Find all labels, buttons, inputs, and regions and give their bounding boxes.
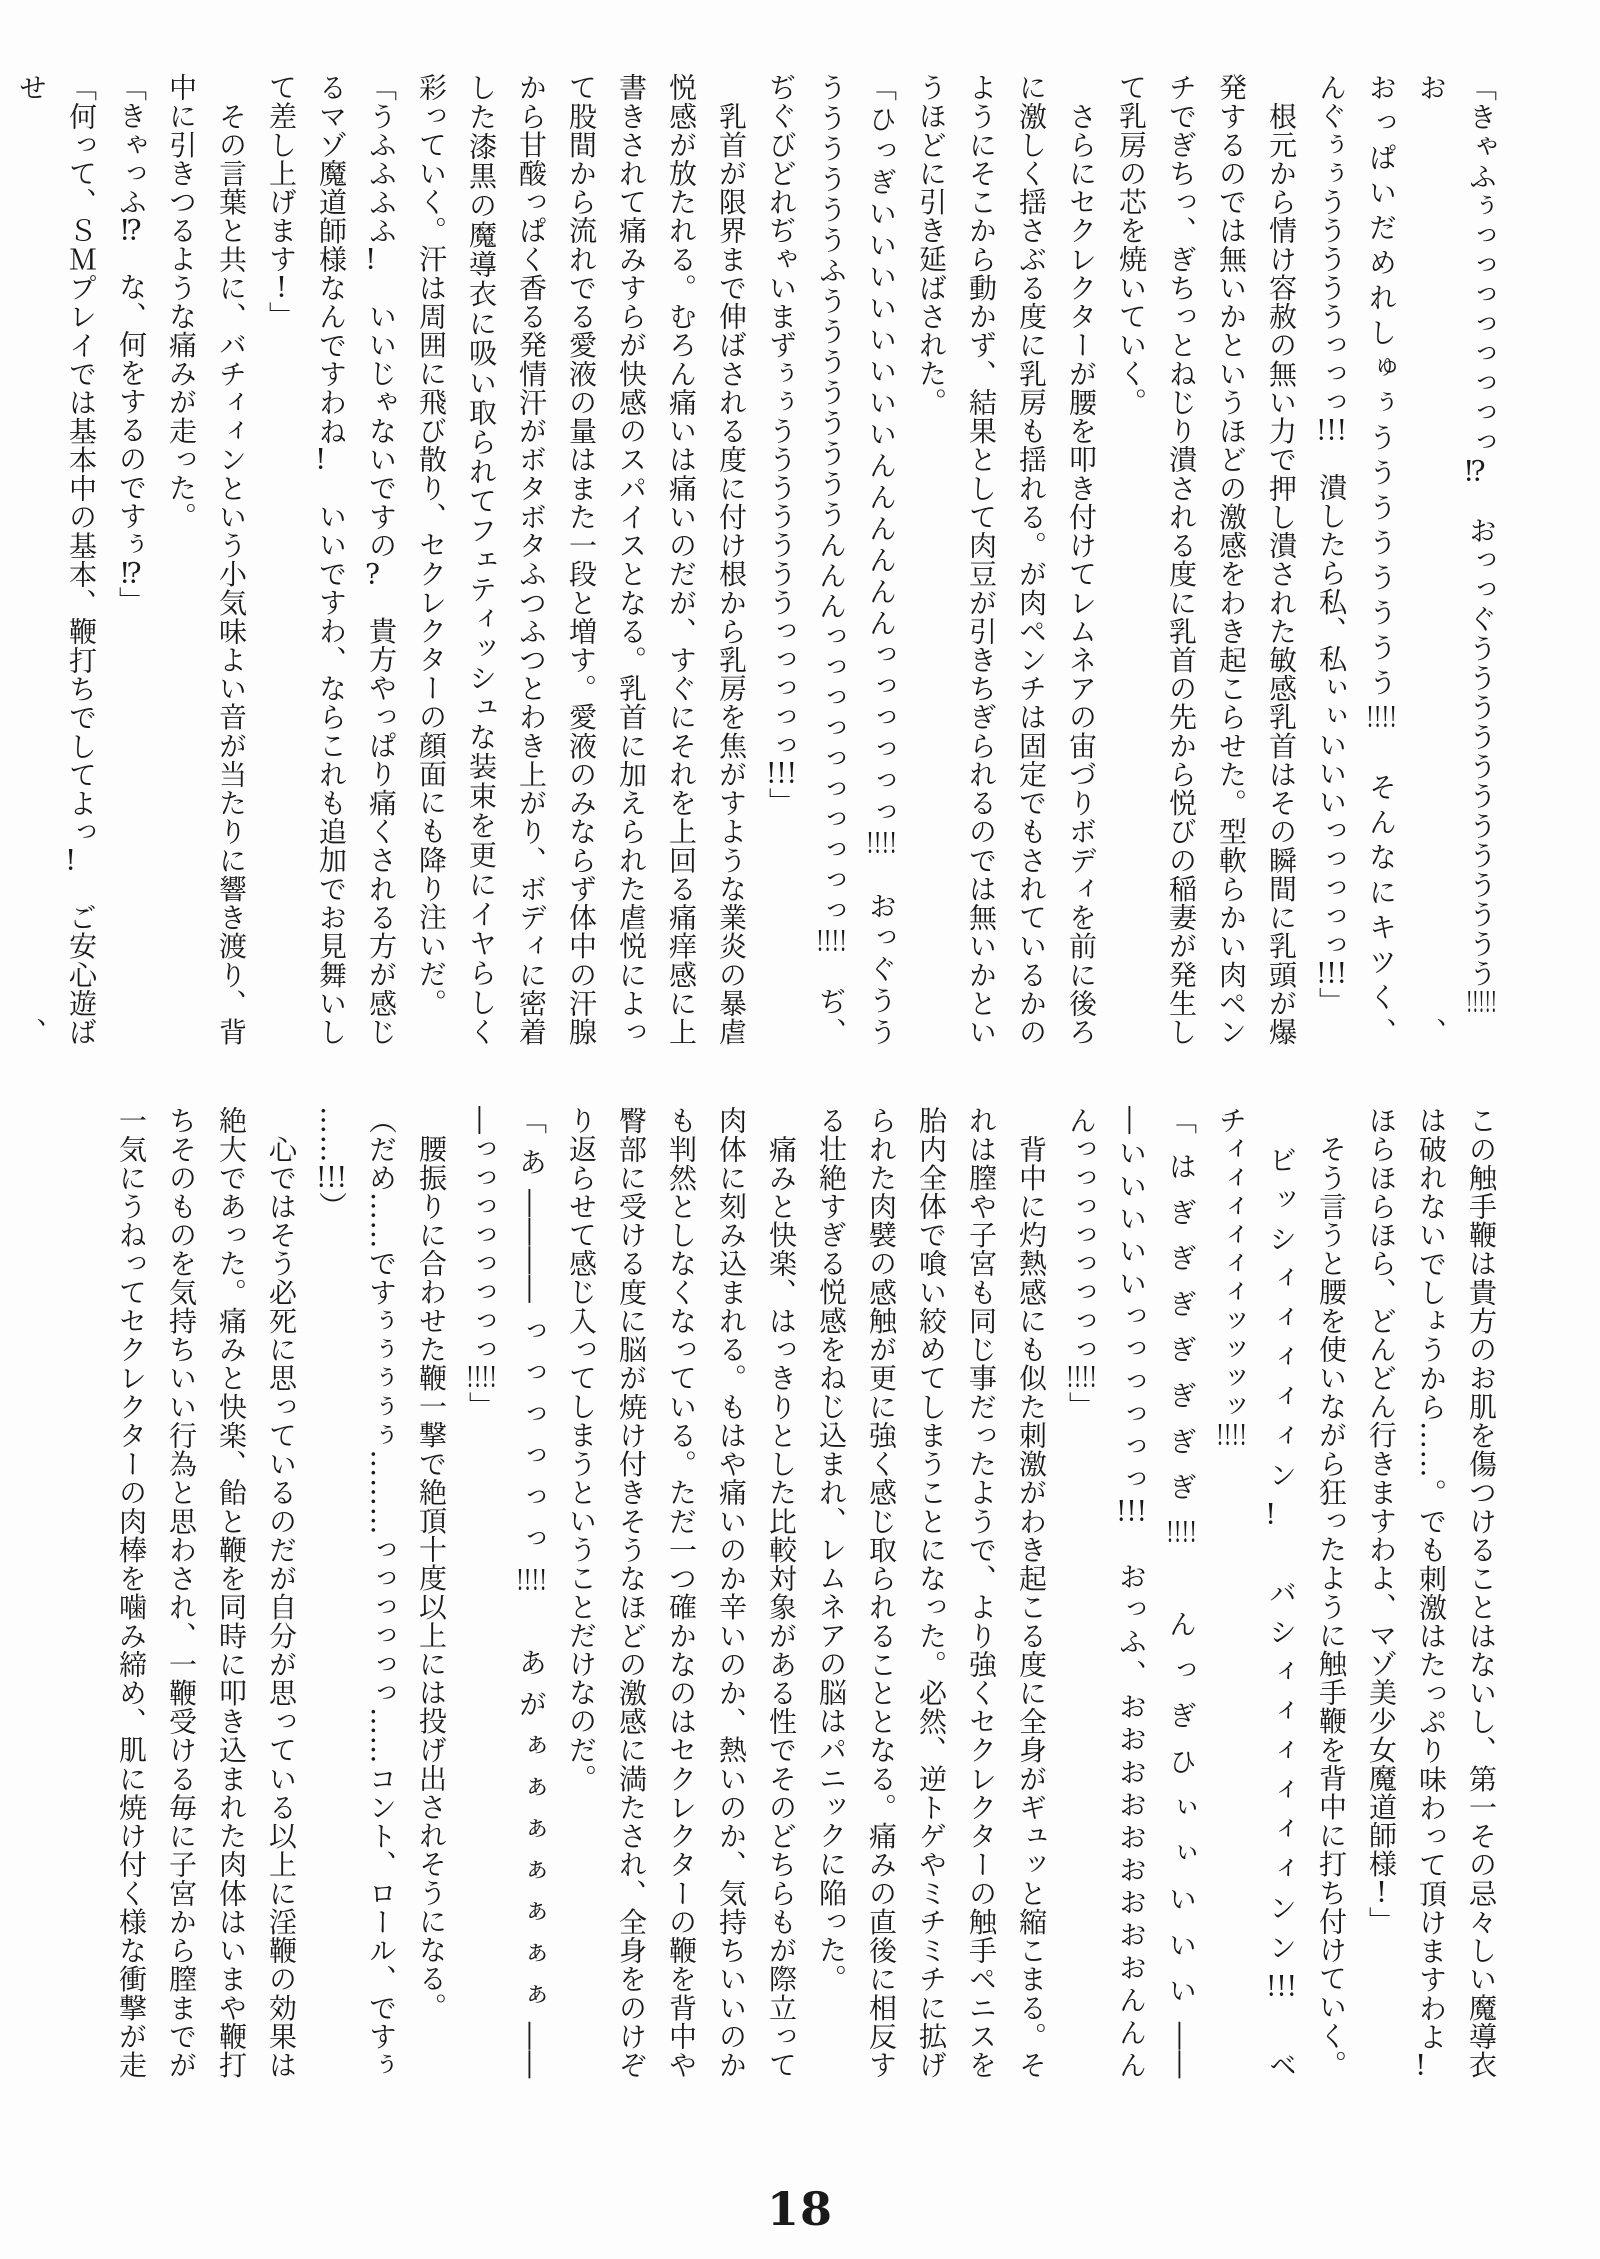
emphasis-marks: ⁉ [120,558,143,587]
text-column: ―っっっっっっっっ!!!!」 [465,1106,498,1421]
emphasis-marks: !!! [1116,1497,1147,1526]
emphasis-marks: !!!! [1166,1518,1197,1547]
text-column: 「きゃふぅっっっっっっっっ⁉ おっっぐうううううううううううう!!!!! お、 [1415,73,1498,1046]
text-column: て股間から流れでる愛液の量はまた一段と増す。愛液のみならず体中の汗腺 [565,73,598,1046]
emphasis-marks: !!! [1316,959,1347,988]
text-column: 発するのでは無いかというほどの激感をわき起こらせた。型軟らかい肉ペン [1215,73,1248,1046]
text-column: 痛みと快楽、はっきりとした比較対象がある性でそのどちらもが際立って [765,1106,798,2079]
emphasis-marks: !!!! [516,1565,547,1594]
text-column: 中に引きつるような痛みが走った。 [165,73,198,531]
text-column: 「うふふふふ! いいじゃないですの? 貴方やっぱり痛くされる方が感じ [365,73,398,1046]
emphasis-marks: !!!! [816,926,847,955]
text-column: ぢぐびどれぢゃいまずぅぅうううううううっっっっっ!!!」 [765,73,798,817]
emphasis-marks: !!! [1316,416,1347,445]
text-block-bottom [106,1106,1506,2079]
text-column: うほどに引き延ばされた。 [915,73,948,417]
text-column: チィィィィィィッッッッ!!!! [1215,1106,1248,1449]
text-column: ……!!!） [315,1106,348,1220]
emphasis-marks: !!!! [1366,703,1397,731]
text-column: 彩っていく。汗は周囲に飛び散り、セクレクターの顔面にも降り注いだ。 [415,73,448,1017]
emphasis-marks: !!!! [1216,1420,1247,1449]
emphasis-marks: ! [1265,1500,1277,1528]
text-block-top [6,73,1506,1046]
text-column: ほらほらほら、どんどん行きますわよ、マゾ美少女魔道師様!」 [1365,1106,1398,1935]
text-column: ようにそこから動かず、結果として肉豆が引きちぎられるのでは無いかとい [965,73,998,1046]
text-column: ちそのものを気持ちいい行為と思わされ、一鞭受ける毎に子宮から膣までが [165,1106,198,2079]
text-column: も判然としなくなっている。ただ一つ確かなのはセクレクターの鞭を背中や [665,1106,698,2079]
text-column: （だめ……ですぅぅぅぅぅ………っっっっっっ……コント、ロール、ですぅ [365,1106,398,2079]
text-column: 心ではそう必死に思っているのだが自分が思っている以上に淫鞭の効果は [265,1106,298,2079]
emphasis-marks: !!!! [466,1363,497,1392]
text-column: 背中に灼熱感にも似た刺激がわき起こる度に全身がギュッと縮こまる。そ [1015,1106,1048,2079]
text-column: んぐぅぅうううううっっっ!!! 潰したら私、私ぃぃいいいっっっっっ!!!」 [1315,73,1348,1016]
text-column: おっぱいだめれしゅぅうううううううう!!!! そんなにキツく、 [1365,73,1398,1046]
emphasis-marks: !!!! [1066,1363,1097,1392]
text-column: その言葉と共に、バチィィンという小気味よい音が当たりに響き渡り、背 [215,73,248,1046]
emphasis-marks: !!! [1266,1972,1297,2001]
text-column: ううううううふううううううううんんんっっっっっっっっっっ!!!! ぢ、 [815,73,848,1046]
text-column: チでぎちっ、ぎちっとねじり潰される度に乳首の先から悦びの稲妻が発生し [1165,73,1198,1046]
text-column: 悦感が放たれる。むろん痛いは痛いのだが、すぐにそれを上回る痛痒感に上 [665,73,698,1046]
text-column: 「はぎぎぎぎぎぎぎ!!!! んっぎひぃぃいいい―― [1165,1106,1198,2080]
text-column: は破れないでしょうから……。でも刺激はたっぷり味わって頂けますわよ! [1415,1106,1448,2079]
text-column: て差し上げます!」 [265,73,298,330]
emphasis-marks: ! [1375,1878,1388,1907]
emphasis-marks: !!! [316,1163,347,1192]
text-column: から甘酸っぱく香る発情汗がボタボタふつふつとわき上がり、ボディに密着 [515,73,548,1046]
text-column: さらにセクレクターが腰を叩き付けてレムネアの宙づりボディを前に後ろ [1065,73,1098,1046]
text-column: るマゾ魔道師様なんですわね! いいですわ、ならこれも追加でお見舞いし [315,73,348,1046]
text-column: 肉体に刻み込まれる。もはや痛いのか辛いのか、熱いのか、気持ちいいのか [715,1106,748,2079]
text-column: に激しく揺さぶる度に乳房も揺れる。が肉ペンチは固定でもされているかの [1015,73,1048,1046]
text-column: 臀部に受ける度に脳が焼け付きそうなほどの激感に満たされ、全身をのけぞ [615,1106,648,2079]
emphasis-marks: ⁉ [120,216,143,244]
text-column: した漆黒の魔導衣に吸い取られてフェティッシュな装束を更にイヤらしく [465,73,498,1046]
text-column: り返らせて感じ入ってしまうということだけなのだ。 [565,1106,598,1793]
text-column: 乳首が限界まで伸ばされる度に付け根から乳房を焦がすような業炎の暴虐 [715,73,748,1046]
emphasis-marks: ! [365,244,377,273]
text-column: 「あ――――っっっっっっ!!!! あがぁぁぁぁぁぁぁ―― [515,1106,548,2079]
text-column: れは膣や子宮も同じ事だったようで、より強くセクレクターの触手ペニスを [965,1106,998,2079]
emphasis-marks: ! [1415,2051,1427,2079]
text-column: 「何って、ＳＭプレイでは基本中の基本、鞭打ちでしてよっ! ご安心遊ばせ、 [15,73,98,1046]
text-column: 胎内全体で喰い絞めてしまうことになった。必然、逆トゲやミチミチに拡げ [915,1106,948,2079]
text-column: この触手鞭は貴方のお肌を傷つけることはないし、第一その忌々しい魔導衣 [1465,1106,1498,2079]
emphasis-marks: ⁉ [1465,457,1487,486]
page-number: 18 [766,2182,833,2236]
text-column: 根元から情け容赦の無い力で押し潰された敏感乳首はその瞬間に乳頭が爆 [1265,73,1298,1046]
emphasis-marks: ? [365,559,381,588]
emphasis-marks: ! [275,273,288,302]
emphasis-marks: !!! [766,759,797,788]
text-column: 書きされて痛みすらが快感のスパイスとなる。乳首に加えられた虐悦によっ [615,73,648,1046]
text-column: て乳房の芯を焼いていく。 [1115,73,1148,417]
emphasis-marks: ! [65,846,77,875]
emphasis-marks: !!!!! [1466,988,1497,1017]
text-column: 「ひっぎいいいいいいいいんんんんんんっっっっっっ!!!! おっぐうう [865,73,898,1046]
text-column: 一気にうねってセクレクターの肉棒を噛み締め、肌に焼け付く様な衝撃が走 [115,1106,148,2079]
emphasis-marks: !!!! [866,829,897,857]
text-column: ビッシィィィィィン! バシィィィィィィンン!!! ベ [1265,1106,1298,2079]
text-column: 絶大であった。痛みと快楽、飴と鞭を同時に叩き込まれた肉体はいまや鞭打 [215,1106,248,2079]
text-column: 腰振りに合わせた鞭一撃で絶頂十度以上には投げ出されそうになる。 [415,1106,448,2022]
text-column: る壮絶すぎる悦感をねじ込まれ、レムネアの脳はパニックに陥った。 [815,1106,848,1993]
text-column: んっっっっっっっっ!!!!」 [1065,1106,1098,1421]
text-column: そう言うと腰を使いながら狂ったように触手鞭を背中に打ち付けていく。 [1315,1106,1348,2079]
text-column: ―いいいいいっっっっっっ!!! おっふ、おおおおおおおおおんんん [1115,1106,1148,2080]
emphasis-marks: ! [315,445,327,474]
text-column: られた肉襞の感触が更に強く感じ取られることとなる。痛みの直後に相反す [865,1106,898,2079]
text-column: 「きゃっふ⁉ な、何をするのですぅ⁉」 [115,73,148,616]
